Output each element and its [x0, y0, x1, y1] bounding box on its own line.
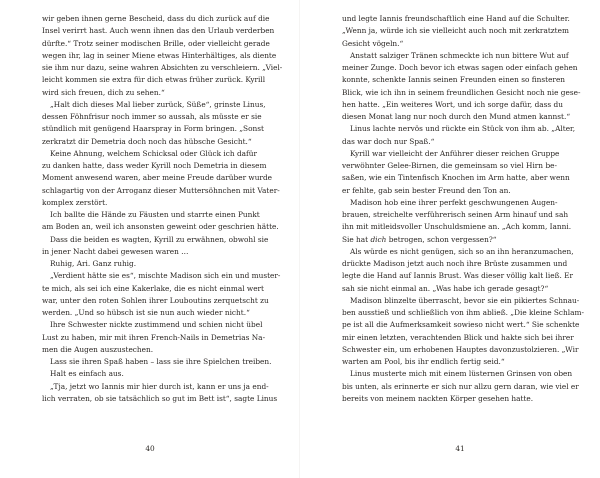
text-line: leicht kommen sie extra für dich etwas früher zurück. Kyrill: [42, 75, 266, 85]
text-line: dürfte.“ Trotz seiner modischen Brille, oder vielleicht gerade: [42, 38, 270, 48]
left-page-number: 40: [145, 444, 155, 453]
text-line: „Tja, jetzt wo Iannis mir hier durch ist, kann er uns ja end-: [50, 381, 269, 391]
text-line: konnte, schenkte Iannis seinen Freunden einen so finsteren: [342, 75, 566, 85]
text-line: „Wenn ja, würde ich sie vielleicht auch noch mit zerkratztem: [342, 26, 569, 36]
text-line: in jener Nacht dabei gewesen waren …: [42, 246, 189, 256]
text-line: hen hatte. „Ein weiteres Wort, und ich sorge dafür, dass du: [342, 99, 563, 109]
text-line: Ruhig, Ari. Ganz ruhig.: [50, 259, 137, 268]
text-line: schlagartig von der Arroganz dieser Muttersöhnchen mit Vater-: [42, 185, 280, 195]
text-line: sah sie nicht einmal an. „Was habe ich gerade gesagt?“: [342, 283, 549, 293]
text-line: werden. „Und so hübsch ist sie nun auch wieder nicht.“: [42, 308, 250, 317]
text-line: wird sich freuen, dich zu sehen.“: [42, 87, 165, 97]
text-line: diesen Monat lang nur noch durch den Mund atmen kannst.“: [342, 112, 571, 121]
text-line: Gesicht vögeln.“: [342, 38, 404, 48]
text-line: zu danken hatte, dass weder Kyrill noch Demetria in diesem: [42, 161, 267, 170]
text-line: am Boden an, weil ich ansonsten geweint oder geschrien hätte.: [42, 222, 279, 232]
text-line: war, unter den roten Sohlen ihrer Louboutins zerquetscht zu: [42, 295, 269, 305]
text-line: Dass die beiden es wagten, Kyrill zu erwähnen, obwohl sie: [50, 234, 269, 244]
text-line: und legte Iannis freundschaftlich eine Hand auf die Schulter.: [342, 14, 570, 23]
text-line: warten am Pool, bis ihr endlich fertig seid.“: [342, 357, 505, 366]
text-line: Madison blinzelte überrascht, bevor sie ein pikiertes Schnau-: [350, 295, 580, 305]
text-line: bis unten, als erinnerte er sich nur allzu gern daran, wie viel er: [342, 381, 579, 391]
text-line: brauen, streichelte verführerisch seinen Arm hinauf und sah: [342, 210, 569, 219]
text-line: te mich, als sei ich eine Kakerlake, die es nicht einmal wert: [42, 283, 265, 293]
emphasis-text: dich: [370, 234, 387, 244]
left-page-text: [42, 13, 283, 405]
text-line: bereits von meinem nackten Körper gesehen hatte.: [342, 393, 534, 403]
text-line: lich verraten, ob sie tatsächlich so gut im Bett ist“, sagte Linus: [42, 393, 278, 403]
text-line: verwöhnter Gelee-Birnen, die gemeinsam so viel Hirn be-: [342, 161, 557, 170]
text-line: ihn mit mitleidsvoller Unschuldsmiene an. „Ach komm, Ianni.: [342, 222, 572, 232]
text-line: komplex zerstört.: [42, 197, 108, 207]
right-page-text: [342, 13, 584, 405]
text-line: Lass sie ihren Spaß haben – lass sie ihre Spielchen treiben.: [50, 357, 272, 366]
text-line: das war doch nur Spaß.“: [342, 136, 435, 146]
text-line: meiner Zunge. Doch bevor ich etwas sagen oder einfach gehen: [342, 63, 578, 72]
text-line: „Halt dich dieses Mal lieber zurück, Süße“, grinste Linus,: [50, 99, 266, 109]
text-line: stündlich mit genügend Haarspray in Form bringen. „Sonst: [42, 124, 264, 134]
text-line: Halt es einfach aus.: [50, 369, 124, 379]
right-page: [300, 0, 600, 478]
text-line: Anstatt salziger Tränen schmeckte ich nun bittere Wut auf: [350, 50, 569, 60]
text-line: men die Augen auszustechen.: [42, 344, 154, 354]
text-line: Lust zu haben, mir mit ihren French-Nails in Demetrias Na-: [42, 332, 266, 342]
text-line: zerkratzt dir Demetria doch noch das hübsche Gesicht.“: [42, 136, 252, 146]
text-line: drückte Madison jetzt auch noch ihre Brüste zusammen und: [342, 259, 568, 268]
text-line: Als würde es nicht genügen, sich so an ihn heranzumachen,: [350, 246, 574, 256]
text-line: er fehlte, gab sein bester Freund den Ton an.: [342, 185, 511, 195]
text-line: „Verdient hätte sie es“, mischte Madison sich ein und muster-: [50, 271, 281, 281]
text-line: Blick, wie ich ihn in seinem freundlichen Gesicht noch nie gese-: [342, 87, 581, 97]
right-page-number: 41: [455, 444, 465, 453]
text-line: Linus musterte mich mit einem lüsternen Grinsen von oben: [350, 369, 573, 379]
text-line: Insel verirrt hast. Auch wenn ihnen das den Urlaub verderben: [42, 26, 275, 36]
text-line: Linus lachte nervös und rückte ein Stück von ihm ab. „Alter,: [350, 124, 576, 134]
text-line: Schwester ein, um erhobenen Hauptes davonzustolzieren. „Wir: [342, 344, 579, 354]
text-line: pe ist all die Aufmerksamkeit sowieso nicht wert.“ Sie schenkte: [342, 320, 580, 330]
text-line: Ich ballte die Hände zu Fäusten und starrte einen Punkt: [50, 210, 260, 219]
text-line: wir geben ihnen gerne Bescheid, dass du dich zurück auf die: [42, 14, 270, 23]
text-line: mir einen letzten, verachtenden Blick und hakte sich bei ihrer: [342, 332, 574, 342]
text-line: Moment anwesend waren, aber meine Freude darüber wurde: [42, 173, 272, 183]
text-line: wegen ihr, lag in seiner Miene etwas Hinterhältiges, als diente: [42, 50, 277, 60]
text-line: dessen Föhnfrisur noch immer so aussah, als müsste er sie: [42, 112, 262, 121]
text-line: Kyrill war vielleicht der Anführer dieser reichen Gruppe: [350, 148, 560, 158]
text-line: legte die Hand auf Iannis Brust. Was dieser völlig kalt ließ. Er: [342, 271, 574, 281]
text-line: Sie hat dich betrogen, schon vergessen?“: [342, 234, 497, 244]
text-line: sie ihm nur dazu, seine wahren Absichten zu verschleiern. „Viel-: [42, 63, 283, 72]
text-line: ben ausstieß und schließlich von ihm abließ. „Die kleine Schlam-: [342, 308, 584, 317]
text-line: Ihre Schwester nickte zustimmend und schien nicht übel: [50, 320, 263, 330]
text-line: Madison hob eine ihrer perfekt geschwungenen Augen-: [350, 197, 558, 207]
text-line: Keine Ahnung, welchem Schicksal oder Glück ich dafür: [50, 148, 257, 158]
text-line: saßen, wie ein Tintenfisch Knochen im Arm hatte, aber wenn: [342, 173, 570, 183]
